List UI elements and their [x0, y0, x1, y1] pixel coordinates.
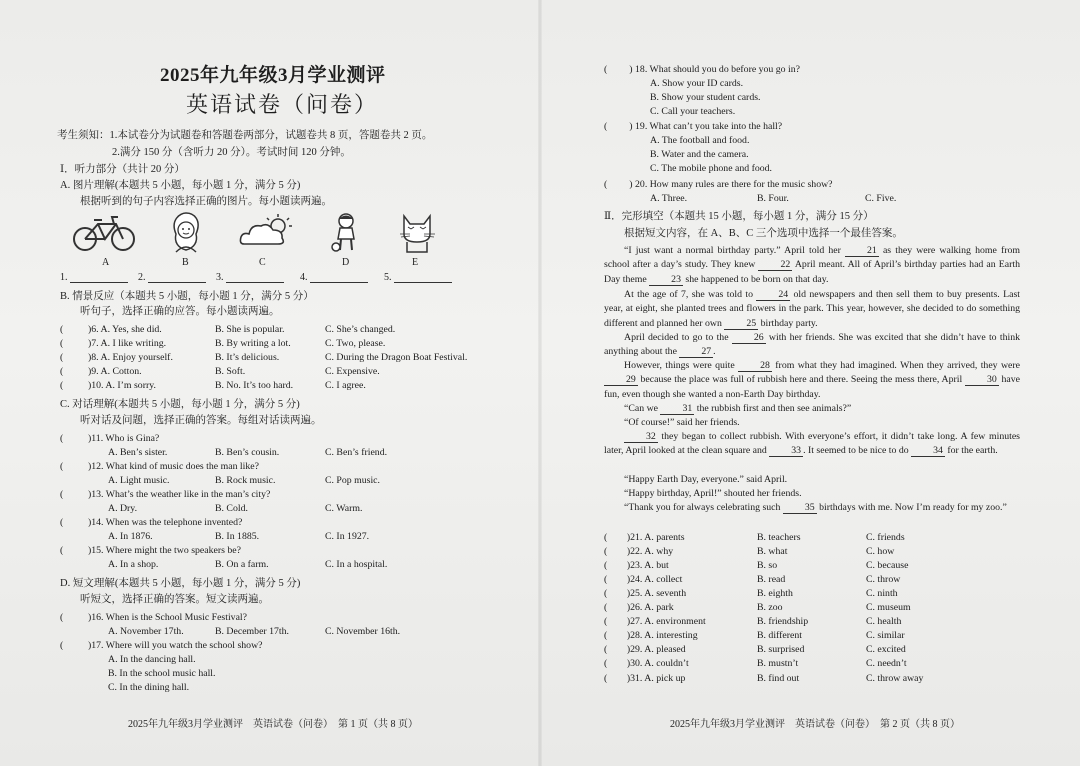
question-17-option-c: C. In the dining hall. [108, 682, 190, 693]
passage-paragraph-3: April decided to go to the 26 with her friends. She was excited that she didn’t have to think anything about the 27 . [604, 332, 1020, 358]
section-b-instructions: 听句子，选择正确的应答。每小题读两遍。 [80, 306, 280, 317]
blank-3[interactable]: 3. [216, 272, 284, 283]
blank-1[interactable]: 1. [60, 272, 128, 283]
question-11[interactable]: ( )11. Who is Gina? [60, 433, 160, 444]
question-19-option-a: A. The football and food. [650, 135, 750, 146]
choice-row-26[interactable]: ( )26. A. park B. zoo C. museum [604, 602, 911, 613]
blank-35[interactable]: 35 [783, 502, 817, 514]
question-19-option-b: B. Water and the camera. [650, 149, 749, 160]
choice-row-25[interactable]: ( )25. A. seventh B. eighth C. ninth [604, 588, 898, 599]
question-14-options: A. In 1876. B. In 1885. C. In 1927. [108, 531, 370, 542]
cat-icon [398, 212, 438, 254]
picture-d [330, 212, 390, 268]
section-d-instructions: 听短文，选择正确的答案。短文读两遍。 [80, 594, 269, 605]
blank-4[interactable]: 4. [300, 272, 368, 283]
blank-27[interactable]: 27 [679, 346, 713, 358]
bicycle-icon [72, 212, 138, 252]
blank-30[interactable]: 30 [965, 374, 999, 386]
question-18-option-b: B. Show your student cards. [650, 92, 761, 103]
question-17-option-b: B. In the school music hall. [108, 668, 216, 679]
question-7[interactable]: ( )7. A. I like writing. B. By writing a lot. C. Two, please. [60, 338, 386, 349]
passage-paragraph-8: “Happy Earth Day, everyone.” said April. [624, 474, 788, 485]
question-12[interactable]: ( )12. What kind of music does the man like? [60, 461, 259, 472]
choice-row-31[interactable]: ( )31. A. pick up B. find out C. throw away [604, 673, 924, 684]
passage-paragraph-1: “I just want a normal birthday party.” April told her 21 as they were walking home from school after a day’s study. They knew 22 April meant. All of April’s birthday parties had an Earth Day theme 23 she happened to be born on that day. [604, 245, 1021, 285]
question-19-option-c: C. The mobile phone and food. [650, 163, 772, 174]
question-6[interactable]: ( )6. A. Yes, she did. B. She is popular. C. She’s changed. [60, 324, 396, 335]
question-13-options: A. Dry. B. Cold. C. Warm. [108, 503, 363, 514]
question-18-option-a: A. Show your ID cards. [650, 78, 744, 89]
girl-icon [168, 212, 204, 254]
picture-b-label: B [182, 257, 189, 268]
blank-25[interactable]: 25 [724, 318, 758, 330]
blank-24[interactable]: 24 [756, 289, 790, 301]
passage-paragraph-4: However, things were quite 28 from what they had imagined. When they arrived, they were 29 because the place was full of rubbish here and there. Seeing the mess there, April 30 have fun, even though she wanted a non-Earth Day birthday. [604, 360, 1020, 400]
question-13[interactable]: ( )13. What’s the weather like in the man’s city? [60, 489, 271, 500]
blank-29[interactable]: 29 [604, 374, 638, 386]
section-d-title: D. 短文理解(本题共 5 小题，每小题 1 分，满分 5 分) [60, 578, 301, 589]
blank-31[interactable]: 31 [660, 403, 694, 415]
choice-row-21[interactable]: ( )21. A. parents B. teachers C. friends [604, 532, 905, 543]
blank-23[interactable]: 23 [649, 274, 683, 286]
picture-a [72, 212, 132, 268]
picture-e [398, 212, 458, 268]
section-c-instructions: 听对话及问题，选择正确的答案。每组对话读两遍。 [80, 415, 322, 426]
notice-line-1: 考生须知：1.本试卷分为试题卷和答题卷两部分，试题卷共 8 页，答题卷共 2 页。 [57, 130, 433, 141]
part1-heading: Ⅰ．听力部分（共计 20 分） [60, 164, 185, 175]
question-20-options: A. Three. B. Four. C. Five. [650, 193, 897, 204]
blank-34[interactable]: 34 [911, 445, 945, 457]
choice-row-27[interactable]: ( )27. A. environment B. friendship C. health [604, 616, 902, 627]
passage-paragraph-5: “Can we 31 the rubbish first and then see animals?” [624, 403, 852, 414]
blank-22[interactable]: 22 [758, 259, 792, 271]
picture-row [72, 212, 452, 270]
picture-c-label: C [259, 257, 266, 268]
answer-blanks [60, 272, 460, 286]
picture-b [168, 212, 228, 268]
blank-21[interactable]: 21 [845, 245, 879, 257]
question-18[interactable]: ( ) 18. What should you do before you go in? [604, 64, 800, 75]
question-20[interactable]: ( ) 20. How many rules are there for the music show? [604, 179, 833, 190]
section-a-instructions: 根据听到的句子内容选择正确的图片。每小题读两遍。 [80, 196, 332, 207]
choice-row-29[interactable]: ( )29. A. pleased B. surprised C. excited [604, 644, 906, 655]
choice-row-24[interactable]: ( )24. A. collect B. read C. throw [604, 574, 901, 585]
question-8[interactable]: ( )8. A. Enjoy yourself. B. It’s delicious. C. During the Dragon Boat Festival. [60, 352, 468, 363]
choice-row-28[interactable]: ( )28. A. interesting B. different C. similar [604, 630, 905, 641]
page-two-footer: 2025年九年级3月学业测评 英语试卷（问卷） 第 2 页（共 8 页） [670, 719, 960, 730]
question-11-options: A. Ben’s sister. B. Ben’s cousin. C. Ben’s friend. [108, 447, 388, 458]
blank-26[interactable]: 26 [732, 332, 766, 344]
choice-row-30[interactable]: ( )30. A. couldn’t B. mustn’t C. needn’t [604, 658, 907, 669]
question-9[interactable]: ( )9. A. Cotton. B. Soft. C. Expensive. [60, 366, 380, 377]
passage-paragraph-6: “Of course!” said her friends. [624, 417, 740, 428]
question-12-options: A. Light music. B. Rock music. C. Pop music. [108, 475, 380, 486]
picture-e-label: E [412, 257, 419, 268]
picture-c [238, 212, 298, 268]
blank-28[interactable]: 28 [738, 360, 772, 372]
question-19[interactable]: ( ) 19. What can’t you take into the hall? [604, 121, 783, 132]
section-a-title: A. 图片理解(本题共 5 小题，每小题 1 分，满分 5 分) [60, 180, 301, 191]
question-17-option-a: A. In the dancing hall. [108, 654, 196, 665]
part2-heading: Ⅱ．完形填空（本题共 15 小题，每小题 1 分，满分 15 分） [604, 211, 874, 222]
part2-instructions: 根据短文内容，在 A、B、C 三个选项中选择一个最佳答案。 [624, 228, 903, 239]
section-c-title: C. 对话理解(本题共 5 小题，每小题 1 分，满分 5 分) [60, 399, 300, 410]
notice-line-2: 2.满分 150 分（含听力 20 分）。考试时间 120 分钟。 [112, 147, 351, 158]
section-b-title: B. 情景反应（本题共 5 小题，每小题 1 分，满分 5 分） [60, 291, 314, 302]
page-one-footer: 2025年九年级3月学业测评 英语试卷（问卷） 第 1 页（共 8 页） [128, 719, 418, 730]
boy-football-icon [330, 212, 362, 254]
question-18-option-c: C. Call your teachers. [650, 106, 736, 117]
exam-title: 2025年九年级3月学业测评 [160, 65, 386, 86]
passage-paragraph-9: “Happy birthday, April!” shouted her friends. [624, 488, 802, 499]
passage-paragraph-2: At the age of 7, she was told to 24 old newspapers and then sell them to buy presents. Last year, at eight, she planted trees and flowers in the park. This year, however, she decided to do something different and planned her own 25 birthday party. [604, 289, 1020, 329]
question-16[interactable]: ( )16. When is the School Music Festival? [60, 612, 247, 623]
cloud-sun-icon [238, 212, 296, 250]
picture-a-label: A [102, 257, 110, 268]
question-15-options: A. In a shop. B. On a farm. C. In a hospital. [108, 559, 388, 570]
question-14[interactable]: ( )14. When was the telephone invented? [60, 517, 243, 528]
question-17[interactable]: ( )17. Where will you watch the school show? [60, 640, 263, 651]
exam-subtitle: 英语试卷（问卷） [186, 92, 379, 117]
blank-32[interactable]: 32 [624, 431, 658, 443]
choice-row-23[interactable]: ( )23. A. but B. so C. because [604, 560, 909, 571]
passage-paragraph-10: “Thank you for always celebrating such 35 birthdays with me. Now I’m ready for my zoo.” [624, 502, 1007, 513]
picture-d-label: D [342, 257, 350, 268]
question-16-options: A. November 17th. B. December 17th. C. November 16th. [108, 626, 401, 637]
blank-5[interactable]: 5. [384, 272, 452, 283]
blank-2[interactable]: 2. [138, 272, 206, 283]
question-15[interactable]: ( )15. Where might the two speakers be? [60, 545, 241, 556]
blank-33[interactable]: 33 [769, 445, 803, 457]
choice-row-22[interactable]: ( )22. A. why B. what C. how [604, 546, 895, 557]
question-10[interactable]: ( )10. A. I’m sorry. B. No. It’s too hard. C. I agree. [60, 380, 366, 391]
passage-paragraph-7: 32 they began to collect rubbish. With everyone’s effort, it didn’t take long. A few minutes later, April looked at the clean square and 33 . It seemed to be nice to do 34 for the earth. [604, 431, 1020, 457]
